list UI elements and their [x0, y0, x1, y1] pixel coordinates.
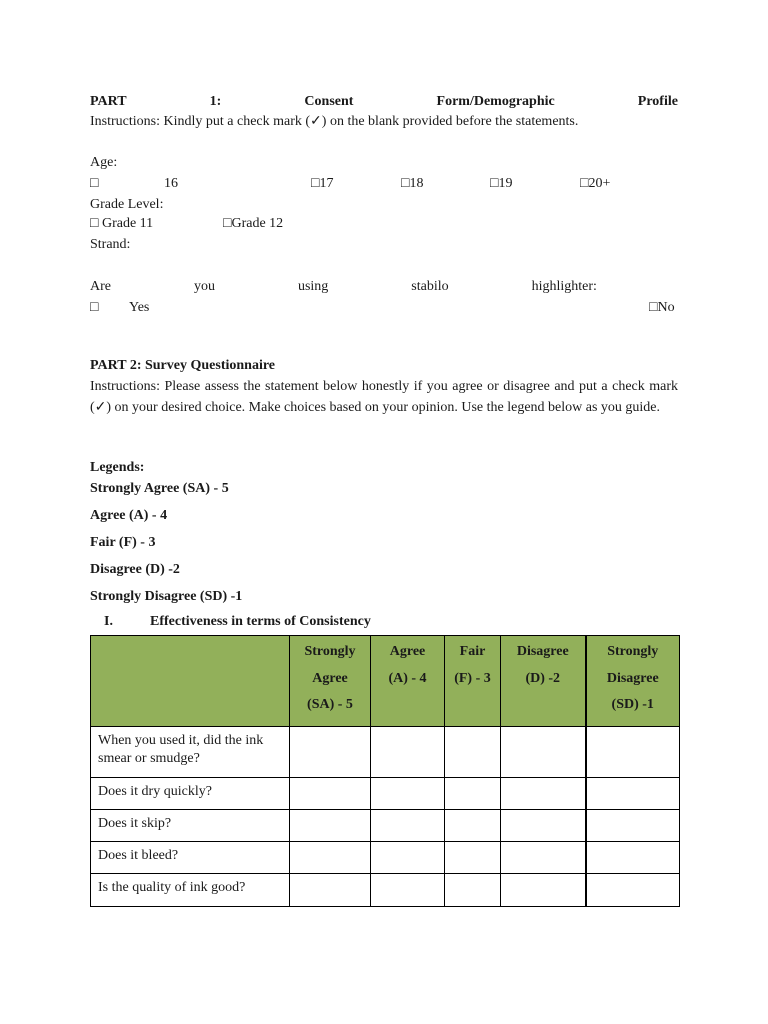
age-17-option[interactable] [311, 174, 333, 194]
answer-cell-sd[interactable] [586, 842, 680, 874]
column-header-strongly-agree [290, 636, 371, 727]
no-label: No [657, 300, 675, 315]
answer-cell-sd[interactable] [586, 874, 680, 907]
question-cell: Does it skip? [91, 810, 290, 842]
legend-item: Agree (A) - 4 [90, 508, 168, 523]
answer-cell-a[interactable] [371, 778, 445, 810]
age-16-label: 16 [164, 176, 178, 191]
header-line: Disagree [606, 670, 659, 686]
answer-cell-a[interactable] [371, 842, 445, 874]
answer-cell-d[interactable] [501, 727, 586, 778]
age-19-option[interactable] [490, 174, 512, 194]
answer-cell-sd[interactable] [586, 727, 680, 778]
table-row [91, 778, 680, 810]
answer-cell-d[interactable] [501, 778, 586, 810]
part1-title [90, 92, 678, 112]
age-20plus-option[interactable] [580, 174, 610, 194]
grade-12-option[interactable] [223, 214, 283, 234]
survey-table [90, 635, 680, 907]
checkbox-icon[interactable]: □ [649, 300, 658, 315]
answer-cell-a[interactable] [371, 874, 445, 907]
answer-cell-f[interactable] [445, 842, 501, 874]
age-18-option[interactable] [401, 174, 423, 194]
answer-cell-sa[interactable] [290, 778, 371, 810]
part1-title-word: Profile [637, 94, 678, 109]
grade-11-option[interactable] [90, 214, 153, 234]
question-word: you [193, 279, 215, 294]
part2-instructions: Instructions: Please assess the statement below honestly if you agree or disagree and put a check mark (✓) on your desired choice. Make choices based on your opinion. Use the legend below as you guide. [90, 379, 678, 415]
answer-cell-sa[interactable] [290, 874, 371, 907]
question-word: highlighter: [531, 279, 597, 294]
grade-12-label: Grade 12 [231, 216, 284, 231]
part1-title-word: Consent [304, 94, 354, 109]
header-line: (SA) - 5 [307, 697, 353, 712]
answer-cell-d[interactable] [501, 874, 586, 907]
answer-cell-a[interactable] [371, 727, 445, 778]
part1-title-word: 1: [209, 94, 222, 109]
checkbox-icon[interactable]: □ [490, 176, 499, 191]
section-title: Effectiveness in terms of Consistency [150, 614, 371, 629]
grade-11-label: Grade 11 [101, 216, 154, 231]
part2-title: PART 2: Survey Questionnaire [90, 358, 276, 373]
checkbox-icon[interactable]: □ [223, 216, 232, 231]
table-row [91, 810, 680, 842]
yes-label: Yes [129, 300, 150, 315]
checkbox-icon[interactable]: □ [311, 176, 320, 191]
no-option[interactable] [649, 298, 675, 318]
header-line: Agree [312, 670, 348, 686]
question-cell: Is the quality of ink good? [91, 874, 290, 907]
answer-cell-f[interactable] [445, 727, 501, 778]
column-header-fair [445, 636, 501, 727]
answer-cell-d[interactable] [501, 810, 586, 842]
grade-level-label: Grade Level: [90, 197, 164, 212]
part1-title-word: Form/Demographic [436, 94, 555, 109]
section-number: I. [104, 614, 113, 629]
age-17-label: 17 [319, 176, 334, 191]
checkbox-icon[interactable]: □ [580, 176, 589, 191]
question-word: stabilo [411, 279, 449, 294]
stabilo-question [90, 277, 597, 297]
age-18-label: 18 [409, 176, 424, 191]
answer-cell-sa[interactable] [290, 727, 371, 778]
legend-item: Strongly Disagree (SD) -1 [90, 589, 243, 604]
question-cell: When you used it, did the ink smear or smudge? [91, 727, 290, 778]
question-word: Are [90, 279, 111, 294]
column-header-strongly-disagree [586, 636, 680, 727]
header-line: Disagree [516, 644, 569, 659]
checkbox-icon[interactable]: □ [90, 216, 99, 231]
answer-cell-sa[interactable] [290, 842, 371, 874]
table-header-row [91, 636, 680, 727]
header-line: (D) -2 [525, 670, 561, 686]
answer-cell-sd[interactable] [586, 810, 680, 842]
question-word: using [297, 279, 329, 294]
column-header-disagree [501, 636, 586, 727]
answer-cell-sa[interactable] [290, 810, 371, 842]
yes-checkbox[interactable]: □ [90, 300, 99, 315]
age-20plus-label: 20+ [588, 176, 611, 191]
header-line: Agree [389, 644, 426, 659]
answer-cell-f[interactable] [445, 778, 501, 810]
header-line: Fair [459, 644, 486, 659]
answer-cell-a[interactable] [371, 810, 445, 842]
header-line: (SD) -1 [611, 697, 654, 712]
age-19-label: 19 [498, 176, 513, 191]
header-line: (A) - 4 [388, 670, 427, 686]
header-line: Strongly [607, 644, 659, 659]
header-line: (F) - 3 [454, 670, 491, 686]
column-header-agree [371, 636, 445, 727]
table-row [91, 727, 680, 778]
answer-cell-f[interactable] [445, 810, 501, 842]
part1-title-word: PART [90, 94, 127, 109]
question-cell: Does it bleed? [91, 842, 290, 874]
section-heading [104, 612, 371, 632]
answer-cell-d[interactable] [501, 842, 586, 874]
strand-label: Strand: [90, 237, 131, 252]
question-cell: Does it dry quickly? [91, 778, 290, 810]
legend-item: Strongly Agree (SA) - 5 [90, 481, 229, 496]
header-line: Strongly [304, 644, 356, 659]
legends-label: Legends: [90, 460, 145, 475]
answer-cell-sd[interactable] [586, 778, 680, 810]
answer-cell-f[interactable] [445, 874, 501, 907]
checkbox-icon[interactable]: □ [401, 176, 410, 191]
legend-item: Fair (F) - 3 [90, 535, 156, 550]
table-row [91, 874, 680, 907]
age-16-checkbox[interactable]: □ [90, 176, 99, 191]
table-row [91, 842, 680, 874]
part1-instructions: Instructions: Kindly put a check mark (✓) on the blank provided before the statements. [90, 114, 579, 129]
legend-item: Disagree (D) -2 [90, 562, 180, 577]
statement-column-header [91, 636, 290, 727]
age-label: Age: [90, 155, 118, 170]
